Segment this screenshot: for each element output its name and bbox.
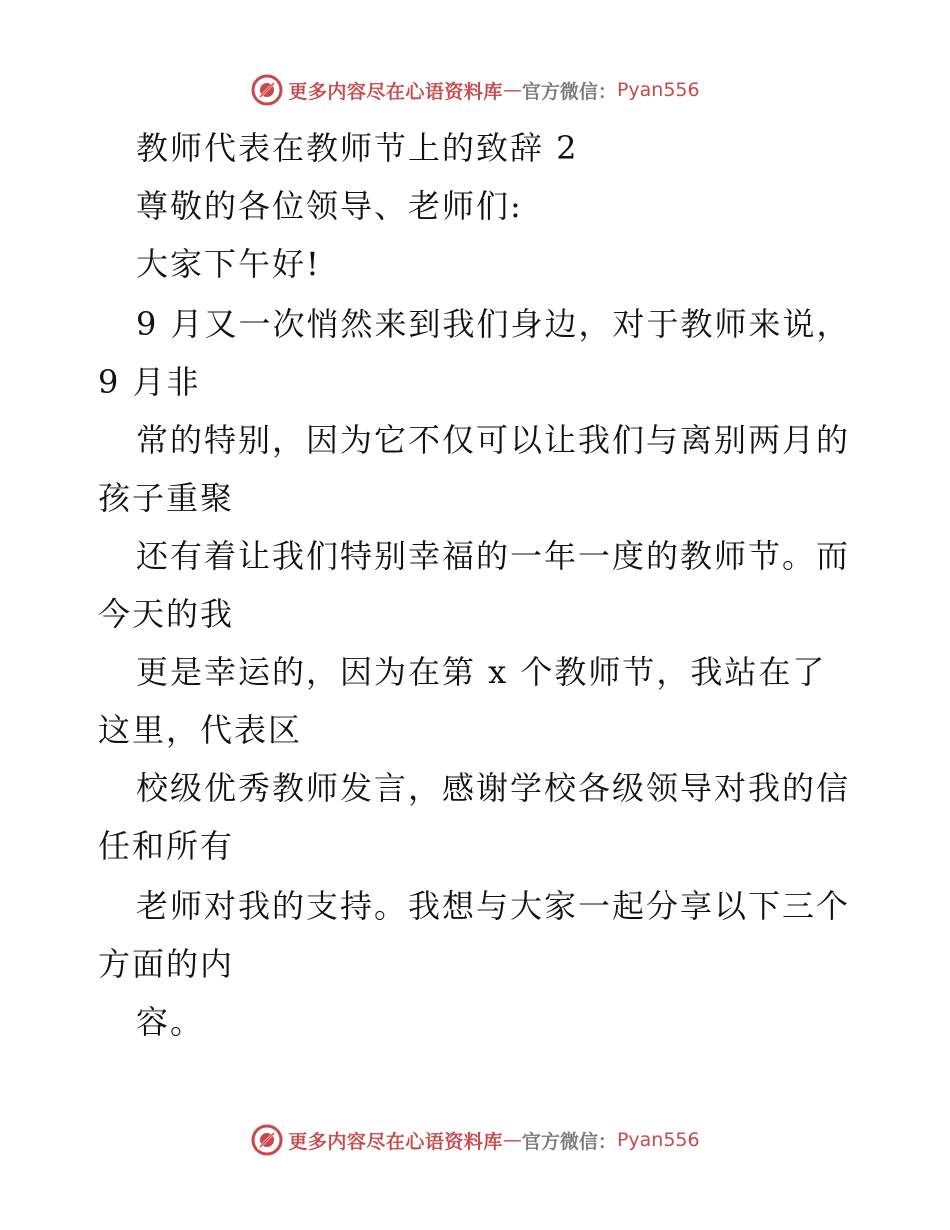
salutation: 尊敬的各位领导、老师们: — [136, 187, 523, 225]
greeting: 大家下午好! — [136, 245, 321, 283]
document-title: 教师代表在教师节上的致辞 2 — [136, 129, 579, 167]
paragraph-line: 还有着让我们特别幸福的一年一度的教师节。而 — [136, 537, 851, 575]
paragraph-line: 校级优秀教师发言，感谢学校各级领导对我的信 — [136, 769, 851, 807]
logo-icon — [250, 1123, 284, 1157]
paragraph-line: 更是幸运的，因为在第 x 个教师节，我站在了 — [136, 653, 827, 691]
paragraph-line: 老师对我的支持。我想与大家一起分享以下三个 — [136, 887, 851, 925]
paragraph-line: 这里，代表区 — [98, 711, 303, 749]
banner-dash: — — [502, 1129, 522, 1151]
footer-banner — [0, 1122, 950, 1158]
paragraph-line: 9 月又一次悄然来到我们身边，对于教师来说， — [136, 305, 851, 343]
promo-text: 更多内容尽在心语资料库 — [288, 80, 503, 103]
paragraph-line: 孩子重聚 — [98, 479, 235, 517]
paragraph-line: 任和所有 — [98, 827, 235, 865]
wechat-id: Pyan556 — [616, 1129, 700, 1151]
wechat-label: 官方微信： — [521, 1130, 617, 1153]
paragraph-line: 方面的内 — [98, 945, 235, 983]
logo-icon — [250, 73, 284, 107]
wechat-label: 官方微信： — [521, 80, 617, 103]
wechat-id: Pyan556 — [616, 79, 700, 101]
paragraph-line: 常的特别，因为它不仅可以让我们与离别两月的 — [136, 421, 851, 459]
paragraph-line: 容。 — [136, 1003, 205, 1041]
promo-text: 更多内容尽在心语资料库 — [288, 1130, 503, 1153]
header-banner — [0, 72, 950, 108]
paragraph-line: 今天的我 — [98, 595, 235, 633]
paragraph-line: 9 月非 — [98, 363, 201, 401]
banner-dash: — — [502, 79, 522, 101]
